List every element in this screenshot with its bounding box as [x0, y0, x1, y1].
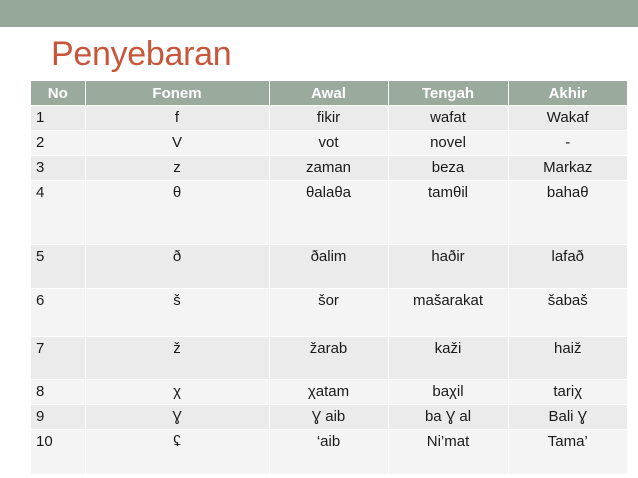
- cell-awal: vot: [269, 131, 388, 156]
- header-tengah: Tengah: [388, 81, 508, 106]
- cell-fonem: f: [85, 106, 269, 131]
- cell-no: 9: [31, 405, 85, 430]
- table-header-row: [31, 81, 627, 106]
- cell-no: 3: [31, 156, 85, 181]
- cell-akhir: haiž: [508, 337, 627, 380]
- cell-fonem: ʢ: [85, 430, 269, 475]
- cell-no: 4: [31, 181, 85, 245]
- cell-awal: θalaθa: [269, 181, 388, 245]
- cell-tengah: ba Ɣ al: [388, 405, 508, 430]
- cell-tengah: mašarakat: [388, 289, 508, 337]
- cell-awal: χatam: [269, 380, 388, 405]
- cell-no: 5: [31, 245, 85, 289]
- cell-tengah: wafat: [388, 106, 508, 131]
- table-row: [31, 106, 627, 131]
- header-fonem: Fonem: [85, 81, 269, 106]
- cell-fonem: š: [85, 289, 269, 337]
- cell-awal: žarab: [269, 337, 388, 380]
- cell-akhir: Markaz: [508, 156, 627, 181]
- table-row: [31, 181, 627, 245]
- cell-no: 2: [31, 131, 85, 156]
- cell-akhir: Wakaf: [508, 106, 627, 131]
- top-decor-bar: [0, 0, 638, 27]
- cell-akhir: šabaš: [508, 289, 627, 337]
- cell-no: 10: [31, 430, 85, 475]
- cell-fonem: ž: [85, 337, 269, 380]
- header-awal: Awal: [269, 81, 388, 106]
- table-row: [31, 131, 627, 156]
- header-no: No: [31, 81, 85, 106]
- cell-fonem: V: [85, 131, 269, 156]
- cell-tengah: novel: [388, 131, 508, 156]
- slide-title: Penyebaran: [51, 35, 232, 73]
- cell-akhir: -: [508, 131, 627, 156]
- cell-tengah: tamθil: [388, 181, 508, 245]
- cell-fonem: Ɣ: [85, 405, 269, 430]
- cell-fonem: χ: [85, 380, 269, 405]
- cell-awal: ‘aib: [269, 430, 388, 475]
- cell-fonem: z: [85, 156, 269, 181]
- cell-awal: Ɣ aib: [269, 405, 388, 430]
- cell-akhir: Tama’: [508, 430, 627, 475]
- cell-awal: ðalim: [269, 245, 388, 289]
- phoneme-distribution-table: [31, 81, 627, 475]
- cell-no: 8: [31, 380, 85, 405]
- cell-awal: zaman: [269, 156, 388, 181]
- table-row: [31, 430, 627, 475]
- cell-tengah: beza: [388, 156, 508, 181]
- cell-akhir: Bali Ɣ: [508, 405, 627, 430]
- cell-no: 1: [31, 106, 85, 131]
- cell-tengah: baχil: [388, 380, 508, 405]
- cell-tengah: kaži: [388, 337, 508, 380]
- cell-akhir: bahaθ: [508, 181, 627, 245]
- table-row: [31, 289, 627, 337]
- cell-fonem: ð: [85, 245, 269, 289]
- header-akhir: Akhir: [508, 81, 627, 106]
- cell-tengah: haðir: [388, 245, 508, 289]
- cell-awal: fikir: [269, 106, 388, 131]
- cell-fonem: θ: [85, 181, 269, 245]
- cell-no: 7: [31, 337, 85, 380]
- cell-akhir: tariχ: [508, 380, 627, 405]
- table-row: [31, 380, 627, 405]
- table-row: [31, 337, 627, 380]
- cell-no: 6: [31, 289, 85, 337]
- table-row: [31, 156, 627, 181]
- table-row: [31, 405, 627, 430]
- cell-awal: šor: [269, 289, 388, 337]
- cell-akhir: lafað: [508, 245, 627, 289]
- cell-tengah: Ni’mat: [388, 430, 508, 475]
- table-row: [31, 245, 627, 289]
